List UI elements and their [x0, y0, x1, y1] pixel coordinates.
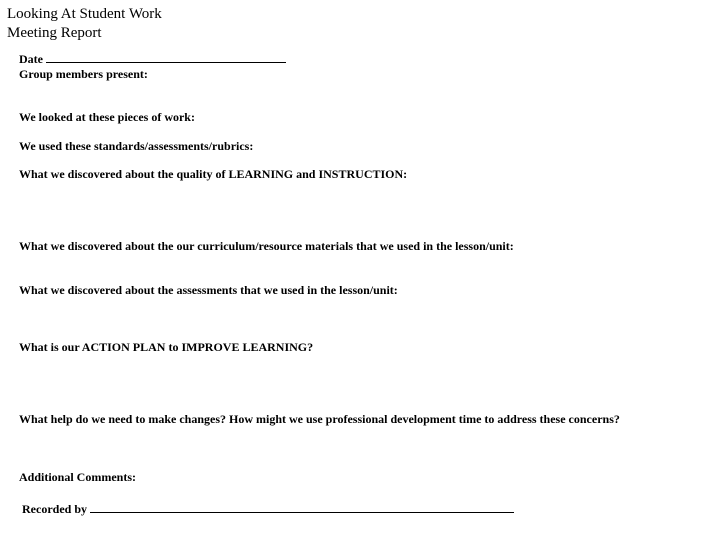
date-label: Date — [19, 52, 43, 66]
report-title-line-2: Meeting Report — [7, 25, 102, 41]
date-blank-line[interactable] — [46, 52, 286, 63]
help-needed-label: What help do we need to make changes? How might we use professional development time to address these concerns? — [19, 412, 620, 426]
pieces-of-work-label: We looked at these pieces of work: — [19, 110, 195, 124]
recorded-by-row — [22, 502, 514, 516]
curriculum-label: What we discovered about the our curriculum/resource materials that we used in the lesson/unit: — [19, 239, 514, 253]
group-members-label: Group members present: — [19, 67, 148, 81]
additional-comments-label: Additional Comments: — [19, 470, 137, 484]
assessments-label: What we discovered about the assessments that we used in the lesson/unit: — [19, 283, 398, 297]
report-title-line-1: Looking At Student Work — [7, 6, 162, 22]
learning-instruction-label: What we discovered about the quality of LEARNING and INSTRUCTION: — [19, 167, 408, 181]
recorded-by-blank-line[interactable] — [90, 502, 514, 513]
date-row — [19, 52, 286, 66]
recorded-by-label: Recorded by — [22, 502, 87, 516]
standards-label: We used these standards/assessments/rubrics: — [19, 139, 254, 153]
action-plan-label: What is our ACTION PLAN to IMPROVE LEARNING? — [19, 340, 314, 354]
